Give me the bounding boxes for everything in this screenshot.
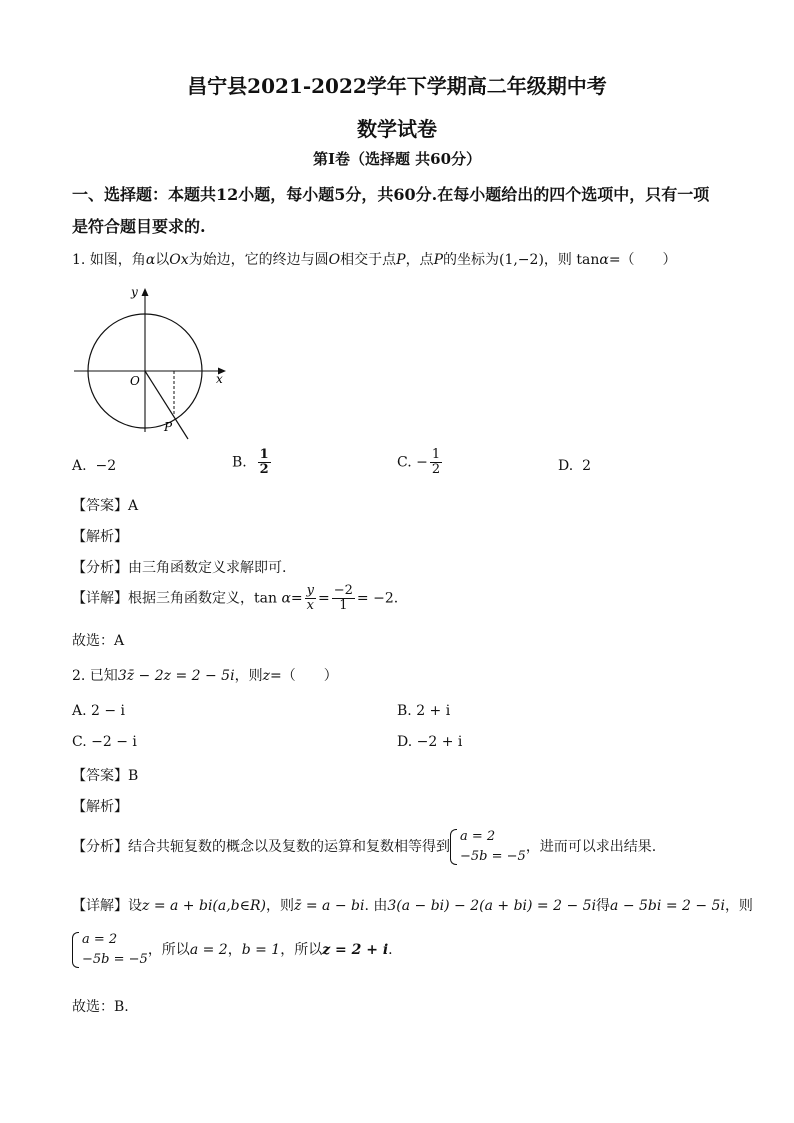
q1-detail [72, 584, 398, 613]
q2-stem [72, 665, 338, 685]
q1-detail-frac-values [332, 584, 355, 613]
exam-title: 昌宁县2021-2022学年下学期高二年级期中考 [187, 74, 607, 98]
q1-fenxi-tag: 【分析】 [72, 560, 128, 576]
q2-option-b[interactable]: B. 2 + i [397, 703, 451, 719]
q2-option-c[interactable]: C. −2 − i [72, 734, 137, 750]
q2-fenxi-tag: 【分析】 [72, 839, 128, 855]
q1-detail-tan: tan [254, 590, 277, 607]
q2-answer-value: B [128, 768, 139, 784]
q2-fenxi-end: ，进而可以求出结果. [525, 839, 657, 855]
q1-option-c-fraction [430, 448, 442, 477]
q1-o: O [328, 252, 341, 268]
q1-option-c[interactable] [397, 448, 444, 477]
q2-detail-sep: ， [227, 942, 242, 958]
q2-detail-text-h: . [388, 942, 393, 958]
q1-detail-result: = −2. [356, 590, 399, 607]
part-heading: 第I卷（选择题 共60分） [312, 150, 482, 168]
q1-option-b-den: 2 [259, 462, 269, 477]
q2-detail-text-b: ，则 [266, 898, 295, 914]
q2-stem-text-b: ，则 [234, 668, 263, 684]
q2-detail-tag: 【详解】 [72, 898, 128, 914]
q1-alpha: α [145, 252, 156, 268]
q1-option-a-value: −2 [95, 458, 117, 474]
q1-option-b-fraction [258, 448, 271, 477]
q2-stem-text-a: 2. 已知 [72, 668, 118, 684]
q1-option-b-num: 1 [259, 447, 269, 462]
q1-detail-frac-den: 1 [339, 598, 348, 613]
q1-detail-text: 根据三角函数定义， [128, 590, 254, 607]
q1-alpha-2: α [599, 252, 609, 268]
q1-ox: Ox [169, 252, 189, 268]
y-label: y [131, 285, 138, 299]
q1-option-b[interactable] [232, 448, 273, 477]
q1-stem-text-a: 1. 如图，角 [72, 252, 146, 268]
q2-z: z [262, 668, 270, 684]
q2-stem-text-c: =（ ） [269, 668, 338, 684]
q2-option-a[interactable]: A. 2 − i [72, 703, 126, 719]
q2-detail-line1 [72, 895, 753, 915]
q2-fenxi [72, 827, 656, 867]
q2-detail-text-g: ，所以 [280, 942, 323, 958]
q2-detail-equation: 3(a − bi) − 2(a + bi) = 2 − 5i [387, 898, 597, 914]
q1-detail-frac-x: x [306, 598, 314, 613]
q1-option-b-label: B. [232, 454, 247, 471]
q1-option-c-num: 1 [431, 447, 441, 462]
q1-option-d-value: 2 [582, 458, 592, 474]
q2-detail-line2 [72, 930, 393, 970]
q1-stem-text-e: ，点 [405, 252, 434, 268]
q1-option-a-label: A. [72, 458, 87, 474]
q2-detail-system-eq2: −5b = −5 [82, 952, 148, 967]
q1-stem-text-c: 为始边，它的终边与圆 [188, 252, 329, 268]
point-p-label: P [164, 420, 173, 434]
q1-answer-value: A [128, 498, 139, 514]
q2-detail-text-c: . 由 [364, 898, 388, 914]
q1-answer-tag: 【答案】 [72, 498, 128, 514]
q2-detail-text-e: ，则 [724, 898, 753, 914]
q2-detail-b-value: b = 1 [241, 942, 281, 958]
q2-fenxi-system-eq1: a = 2 [460, 829, 496, 844]
q2-fenxi-text: 结合共轭复数的概念以及复数的运算和复数相等得到 [128, 839, 450, 855]
section-instructions-line2: 是符合题目要求的. [72, 217, 206, 236]
section-instructions-line1: 一、选择题：本题共12小题，每小题5分，共60分.在每小题给出的四个选项中，只有一项 [72, 185, 710, 204]
q1-answer [72, 495, 138, 515]
q1-detail-eq: = [290, 590, 303, 607]
q1-fenxi [72, 557, 286, 577]
q1-stem-text-f: 的坐标为 [442, 252, 499, 268]
q1-analysis-tag: 【解析】 [72, 529, 128, 545]
q1-detail-tag: 【详解】 [72, 590, 128, 607]
q1-fenxi-text: 由三角函数定义求解即可. [128, 560, 287, 576]
y-axis-arrow [142, 288, 149, 296]
q2-detail-system-eq1: a = 2 [82, 932, 118, 947]
q2-expr: 3z̄ − 2z = 2 − 5i [117, 668, 235, 684]
q1-stem-text-d: 相交于点 [340, 252, 397, 268]
q1-option-a[interactable] [72, 458, 116, 474]
exam-subtitle: 数学试卷 [357, 117, 437, 141]
q2-detail-z-value: z = 2 + i [322, 942, 389, 958]
q2-detail-text-a: 设 [128, 898, 142, 914]
unit-circle-svg [70, 282, 240, 442]
q2-detail-text-f: ，所以 [147, 942, 190, 958]
q1-detail-frac-num: −2 [333, 583, 353, 598]
q2-detail-equation-2: a − 5bi = 2 − 5i [610, 898, 725, 914]
q2-detail-zbar: z̄ = a − bi [294, 898, 365, 914]
q2-answer [72, 765, 138, 785]
q2-detail-text-d: 得 [596, 898, 611, 914]
q2-choice: 故选：B. [72, 999, 129, 1015]
q2-answer-tag: 【答案】 [72, 768, 128, 784]
q2-fenxi-system-eq2: −5b = −5 [460, 849, 526, 864]
q2-detail-z-def: z = a + bi(a,b∈R) [142, 898, 267, 914]
q1-choice: 故选：A [72, 633, 125, 649]
q1-option-c-label: C. [397, 454, 412, 471]
q1-detail-frac-yx [305, 584, 316, 613]
unit-circle-figure [70, 282, 240, 446]
q1-detail-alpha: α [281, 590, 291, 607]
q1-stem-text-h: =（ ） [608, 252, 677, 268]
q1-p: P [396, 252, 406, 268]
q2-detail-a-value: a = 2 [189, 942, 228, 958]
q2-option-d[interactable]: D. −2 + i [397, 734, 463, 750]
q1-stem [72, 249, 677, 269]
q2-analysis-tag: 【解析】 [72, 799, 128, 815]
q1-option-c-den: 2 [431, 462, 441, 477]
q1-option-d[interactable] [558, 458, 591, 474]
q1-option-c-sign: − [416, 454, 428, 471]
q1-detail-frac-y: y [306, 583, 315, 598]
x-label: x [216, 372, 223, 386]
q1-coord: (1,−2) [498, 252, 544, 268]
q1-p2: P [433, 252, 443, 268]
q1-stem-text-b: 以 [155, 252, 170, 268]
q1-detail-eq-2: = [318, 590, 330, 607]
q1-option-d-label: D. [558, 458, 574, 474]
q2-fenxi-system [450, 827, 526, 867]
q2-detail-system [72, 930, 148, 970]
q1-stem-text-g: ，则 tan [543, 252, 600, 268]
origin-label: O [130, 374, 140, 388]
